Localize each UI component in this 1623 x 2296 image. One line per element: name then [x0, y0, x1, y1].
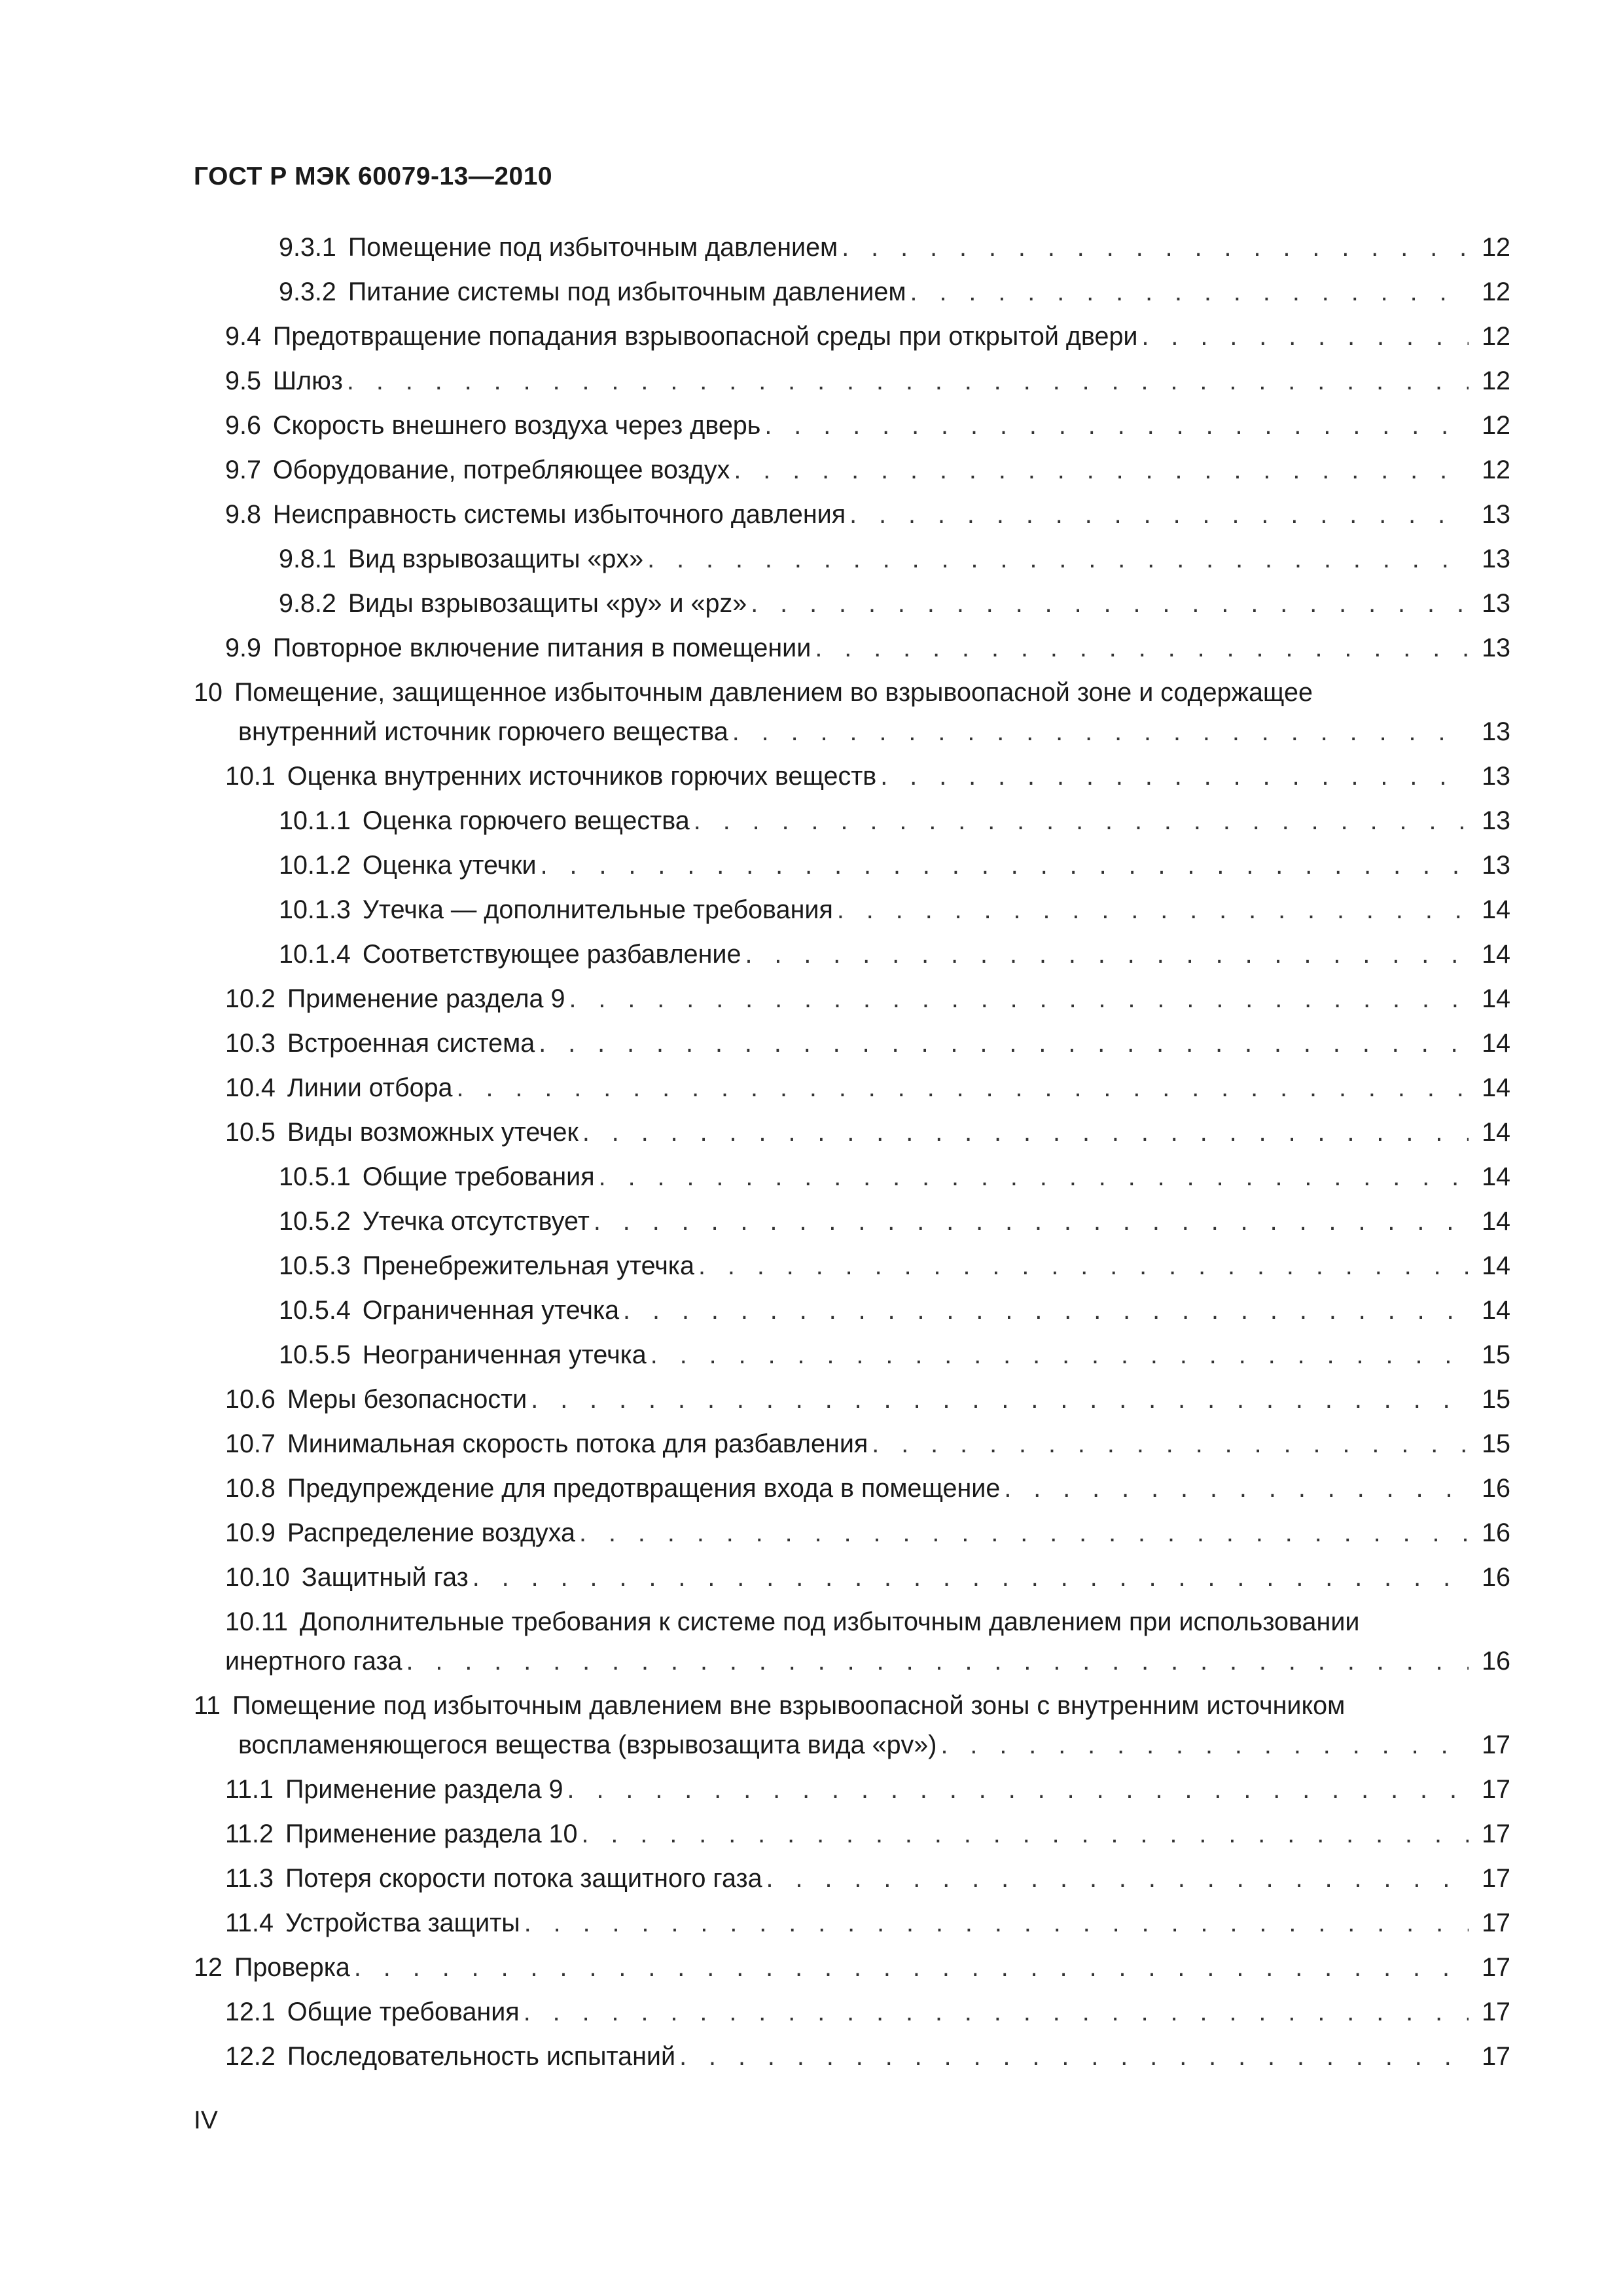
toc-entry[interactable] [194, 628, 1510, 673]
toc-entry-page: 13 [1482, 500, 1510, 529]
toc-entry-number: 11.2 [225, 1820, 274, 1848]
toc-entry-title: Применение раздела 9 [287, 984, 565, 1013]
toc-entry-number: 9.8.2 [279, 589, 336, 618]
toc-entry-title: Скорость внешнего воздуха через дверь [272, 411, 761, 440]
toc-entry-number: 9.4 [225, 322, 261, 351]
toc-entry-page: 13 [1482, 634, 1510, 662]
document-header: ГОСТ Р МЭК 60079-13—2010 [194, 162, 553, 190]
toc-entry-number: 11 [194, 1691, 221, 1720]
toc-entry-number: 10.5.1 [279, 1162, 351, 1191]
toc-entry-title: Потеря скорости потока защитного газа [285, 1864, 762, 1893]
toc-entry-page: 16 [1482, 1474, 1510, 1503]
toc-entry-page: 14 [1482, 1118, 1510, 1147]
toc-entry[interactable] [194, 1335, 1510, 1380]
dot-leader [762, 1859, 1469, 1898]
toc-entry-number: 10.2 [225, 984, 276, 1013]
toc-entry-line [225, 1602, 1510, 1641]
toc-entry-number: 10.6 [225, 1385, 276, 1414]
toc-entry[interactable] [194, 673, 1510, 757]
dot-leader [575, 1513, 1469, 1552]
table-of-contents [194, 228, 1510, 2081]
toc-entry[interactable] [194, 495, 1510, 539]
toc-entry-number: 10 [194, 678, 223, 707]
toc-entry-page: 12 [1482, 322, 1510, 351]
toc-entry[interactable] [194, 539, 1510, 584]
toc-entry-page: 16 [1482, 1563, 1510, 1592]
dot-leader [838, 228, 1469, 267]
dot-leader [350, 1948, 1469, 1987]
toc-entry[interactable] [194, 1770, 1510, 1814]
toc-entry-number: 10.5.3 [279, 1251, 351, 1280]
toc-entry-page: 17 [1482, 2042, 1510, 2071]
dot-leader [565, 979, 1469, 1018]
dot-leader [1137, 317, 1469, 356]
toc-entry-title: Повторное включение питания в помещении [272, 634, 812, 662]
toc-entry-title: Неисправность системы избыточного давления [272, 500, 846, 529]
toc-entry-page: 14 [1482, 940, 1510, 969]
toc-entry-number: 11.4 [225, 1909, 274, 1937]
toc-entry[interactable] [194, 1246, 1510, 1291]
toc-entry[interactable] [194, 2037, 1510, 2081]
dot-leader [694, 1246, 1469, 1285]
dot-leader [730, 450, 1469, 490]
toc-entry[interactable] [194, 935, 1510, 979]
toc-entry[interactable] [194, 757, 1510, 801]
toc-entry-number: 12 [194, 1953, 223, 1982]
toc-entry-page: 15 [1482, 1340, 1510, 1369]
toc-entry-title-continued: инертного газа [225, 1647, 402, 1676]
toc-entry-number: 10.1.1 [279, 806, 351, 835]
dot-leader [643, 539, 1469, 579]
toc-entry-title: Виды возможных утечек [287, 1118, 579, 1147]
toc-entry-number: 10.8 [225, 1474, 276, 1503]
toc-entry-number: 9.8.1 [279, 545, 336, 573]
toc-entry[interactable] [194, 1469, 1510, 1513]
toc-entry[interactable] [194, 1948, 1510, 1992]
dot-leader [469, 1558, 1469, 1597]
toc-entry-page: 12 [1482, 278, 1510, 306]
dot-leader [520, 1992, 1469, 2032]
toc-entry-number: 10.1.2 [279, 851, 351, 880]
toc-entry[interactable] [194, 1068, 1510, 1113]
toc-entry[interactable] [194, 1558, 1510, 1602]
toc-entry-number: 12.2 [225, 2042, 276, 2071]
dot-leader [579, 1113, 1469, 1152]
toc-entry-page: 14 [1482, 1251, 1510, 1280]
dot-leader [728, 712, 1469, 751]
dot-leader [747, 584, 1469, 623]
toc-entry-page: 17 [1482, 1820, 1510, 1848]
dot-leader [577, 1814, 1469, 1854]
toc-entry[interactable] [194, 801, 1510, 846]
toc-entry-page: 14 [1482, 895, 1510, 924]
toc-entry-title-continued: воспламеняющегося вещества (взрывозащита вида «pv») [238, 1731, 937, 1759]
toc-entry[interactable] [194, 1513, 1510, 1558]
dot-leader [936, 1725, 1469, 1765]
toc-entry-page: 17 [1482, 1909, 1510, 1937]
toc-entry-title: Оборудование, потребляющее воздух [272, 456, 730, 484]
toc-entry-number: 9.3.1 [279, 233, 336, 262]
toc-entry-title: Предупреждение для предотвращения входа в помещение [287, 1474, 1001, 1503]
toc-entry-title: Применение раздела 10 [285, 1820, 578, 1848]
dot-leader [760, 406, 1469, 445]
toc-entry[interactable] [194, 228, 1510, 272]
toc-entry-number: 10.11 [225, 1607, 288, 1636]
toc-entry-page: 15 [1482, 1429, 1510, 1458]
toc-entry-number: 10.1.3 [279, 895, 351, 924]
toc-entry-page: 17 [1482, 1775, 1510, 1804]
toc-entry-number: 10.4 [225, 1073, 276, 1102]
toc-entry-number: 9.5 [225, 367, 261, 395]
toc-entry-page: 12 [1482, 367, 1510, 395]
toc-entry-number: 10.1.4 [279, 940, 351, 969]
toc-entry-page: 14 [1482, 1207, 1510, 1236]
dot-leader [811, 628, 1469, 668]
toc-entry[interactable] [194, 584, 1510, 628]
toc-entry-page: 17 [1482, 1953, 1510, 1982]
toc-entry[interactable] [194, 1202, 1510, 1246]
toc-entry-title: Виды взрывозащиты «py» и «pz» [348, 589, 747, 618]
toc-entry-number: 10.7 [225, 1429, 276, 1458]
toc-entry-number: 10.5 [225, 1118, 276, 1147]
toc-entry-title: Применение раздела 9 [285, 1775, 563, 1804]
dot-leader [741, 935, 1469, 974]
toc-entry-title: Общие требования [287, 1998, 520, 2026]
toc-entry-number: 9.9 [225, 634, 261, 662]
toc-entry[interactable] [194, 979, 1510, 1024]
toc-entry-page: 16 [1482, 1647, 1510, 1676]
toc-entry-number: 10.5.5 [279, 1340, 351, 1369]
toc-entry[interactable] [194, 1113, 1510, 1157]
toc-entry-title: Последовательность испытаний [287, 2042, 676, 2071]
page-number: IV [194, 2106, 218, 2134]
dot-leader [590, 1202, 1469, 1241]
toc-entry-title: Неограниченная утечка [362, 1340, 647, 1369]
toc-entry-page: 14 [1482, 1073, 1510, 1102]
toc-entry-title: Утечка — дополнительные требования [362, 895, 833, 924]
dot-leader [343, 361, 1469, 401]
toc-entry-number: 12.1 [225, 1998, 276, 2026]
toc-entry-number: 10.1 [225, 762, 276, 791]
toc-entry[interactable] [194, 1992, 1510, 2037]
dot-leader [527, 1380, 1469, 1419]
dot-leader [675, 2037, 1469, 2076]
toc-entry[interactable] [194, 1903, 1510, 1948]
toc-entry-title: Предотвращение попадания взрывоопасной среды при открытой двери [272, 322, 1138, 351]
dot-leader [690, 801, 1469, 840]
toc-entry[interactable] [194, 361, 1510, 406]
dot-leader [402, 1641, 1469, 1681]
toc-entry-page: 12 [1482, 411, 1510, 440]
toc-entry-title: Линии отбора [287, 1073, 453, 1102]
toc-entry-number: 9.8 [225, 500, 261, 529]
dot-leader [846, 495, 1469, 534]
toc-entry-page: 14 [1482, 1162, 1510, 1191]
toc-entry-page: 14 [1482, 984, 1510, 1013]
toc-entry-title: Помещение под избыточным давлением [348, 233, 838, 262]
toc-entry-page: 12 [1482, 233, 1510, 262]
toc-entry-number: 10.9 [225, 1518, 276, 1547]
dot-leader [453, 1068, 1469, 1107]
toc-entry-page: 14 [1482, 1296, 1510, 1325]
toc-entry-number: 10.10 [225, 1563, 290, 1592]
dot-leader [647, 1335, 1469, 1374]
dot-leader [868, 1424, 1469, 1463]
toc-entry[interactable] [194, 1859, 1510, 1903]
toc-entry-title: Питание системы под избыточным давлением [348, 278, 906, 306]
toc-entry[interactable] [194, 890, 1510, 935]
toc-entry-title: Общие требования [362, 1162, 595, 1191]
dot-leader [595, 1157, 1469, 1196]
toc-entry-page: 17 [1482, 1864, 1510, 1893]
toc-entry[interactable] [194, 1157, 1510, 1202]
toc-entry[interactable] [194, 1814, 1510, 1859]
toc-entry-page: 13 [1482, 717, 1510, 746]
toc-entry-page: 14 [1482, 1029, 1510, 1058]
toc-entry-number: 10.5.4 [279, 1296, 351, 1325]
toc-entry-page: 13 [1482, 545, 1510, 573]
toc-entry-title: Минимальная скорость потока для разбавления [287, 1429, 868, 1458]
toc-entry-page: 12 [1482, 456, 1510, 484]
toc-entry-page: 13 [1482, 851, 1510, 880]
toc-entry-title: Вид взрывозащиты «px» [348, 545, 644, 573]
toc-entry-title: Оценка горючего вещества [362, 806, 690, 835]
toc-entry-title-continued: внутренний источник горючего вещества [238, 717, 728, 746]
toc-entry-title: Устройства защиты [285, 1909, 520, 1937]
toc-entry-page: 17 [1482, 1998, 1510, 2026]
dot-leader [906, 272, 1469, 312]
toc-entry-title: Распределение воздуха [287, 1518, 576, 1547]
dot-leader [833, 890, 1469, 929]
toc-entry-title: Оценка утечки [362, 851, 537, 880]
dot-leader [619, 1291, 1469, 1330]
toc-entry-number: 9.3.2 [279, 278, 336, 306]
toc-entry-number: 10.3 [225, 1029, 276, 1058]
toc-entry-page: 13 [1482, 762, 1510, 791]
toc-entry-line [194, 1686, 1510, 1725]
toc-entry-line [194, 673, 1510, 712]
toc-entry-number: 9.7 [225, 456, 261, 484]
toc-entry-title: Встроенная система [287, 1029, 535, 1058]
toc-entry-page: 17 [1482, 1731, 1510, 1759]
toc-entry-page: 13 [1482, 589, 1510, 618]
toc-entry[interactable] [194, 272, 1510, 317]
toc-entry-title: Утечка отсутствует [362, 1207, 590, 1236]
toc-entry-title: Ограниченная утечка [362, 1296, 620, 1325]
toc-entry-title: Дополнительные требования к системе под избыточным давлением при использовании [299, 1607, 1360, 1636]
toc-entry-number: 9.6 [225, 411, 261, 440]
toc-entry-title: Проверка [234, 1953, 350, 1982]
toc-entry[interactable] [194, 1424, 1510, 1469]
toc-entry-number: 11.3 [225, 1864, 274, 1893]
dot-leader [1000, 1469, 1469, 1508]
toc-entry[interactable] [194, 1686, 1510, 1770]
toc-entry[interactable] [194, 1602, 1510, 1686]
toc-entry-title: Защитный газ [301, 1563, 469, 1592]
dot-leader [563, 1770, 1469, 1809]
toc-entry-title: Пренебрежительная утечка [362, 1251, 694, 1280]
toc-entry-title: Меры безопасности [287, 1385, 527, 1414]
toc-entry-page: 15 [1482, 1385, 1510, 1414]
toc-entry-title: Помещение под избыточным давлением вне взрывоопасной зоны с внутренним источником [232, 1691, 1346, 1720]
dot-leader [520, 1903, 1469, 1943]
toc-entry-number: 10.5.2 [279, 1207, 351, 1236]
toc-entry-title: Шлюз [272, 367, 343, 395]
toc-entry-number: 11.1 [225, 1775, 274, 1804]
toc-entry-title: Оценка внутренних источников горючих веществ [287, 762, 877, 791]
toc-entry-title: Соответствующее разбавление [362, 940, 741, 969]
toc-entry[interactable] [194, 1380, 1510, 1424]
toc-entry[interactable] [194, 1291, 1510, 1335]
toc-entry[interactable] [194, 317, 1510, 361]
toc-entry[interactable] [194, 406, 1510, 450]
toc-entry[interactable] [194, 1024, 1510, 1068]
toc-entry[interactable] [194, 450, 1510, 495]
dot-leader [535, 1024, 1469, 1063]
dot-leader [537, 846, 1469, 885]
toc-entry-page: 16 [1482, 1518, 1510, 1547]
toc-entry-title: Помещение, защищенное избыточным давлением во взрывоопасной зоне и содержащее [234, 678, 1313, 707]
toc-entry[interactable] [194, 846, 1510, 890]
toc-entry-page: 13 [1482, 806, 1510, 835]
dot-leader [876, 757, 1469, 796]
